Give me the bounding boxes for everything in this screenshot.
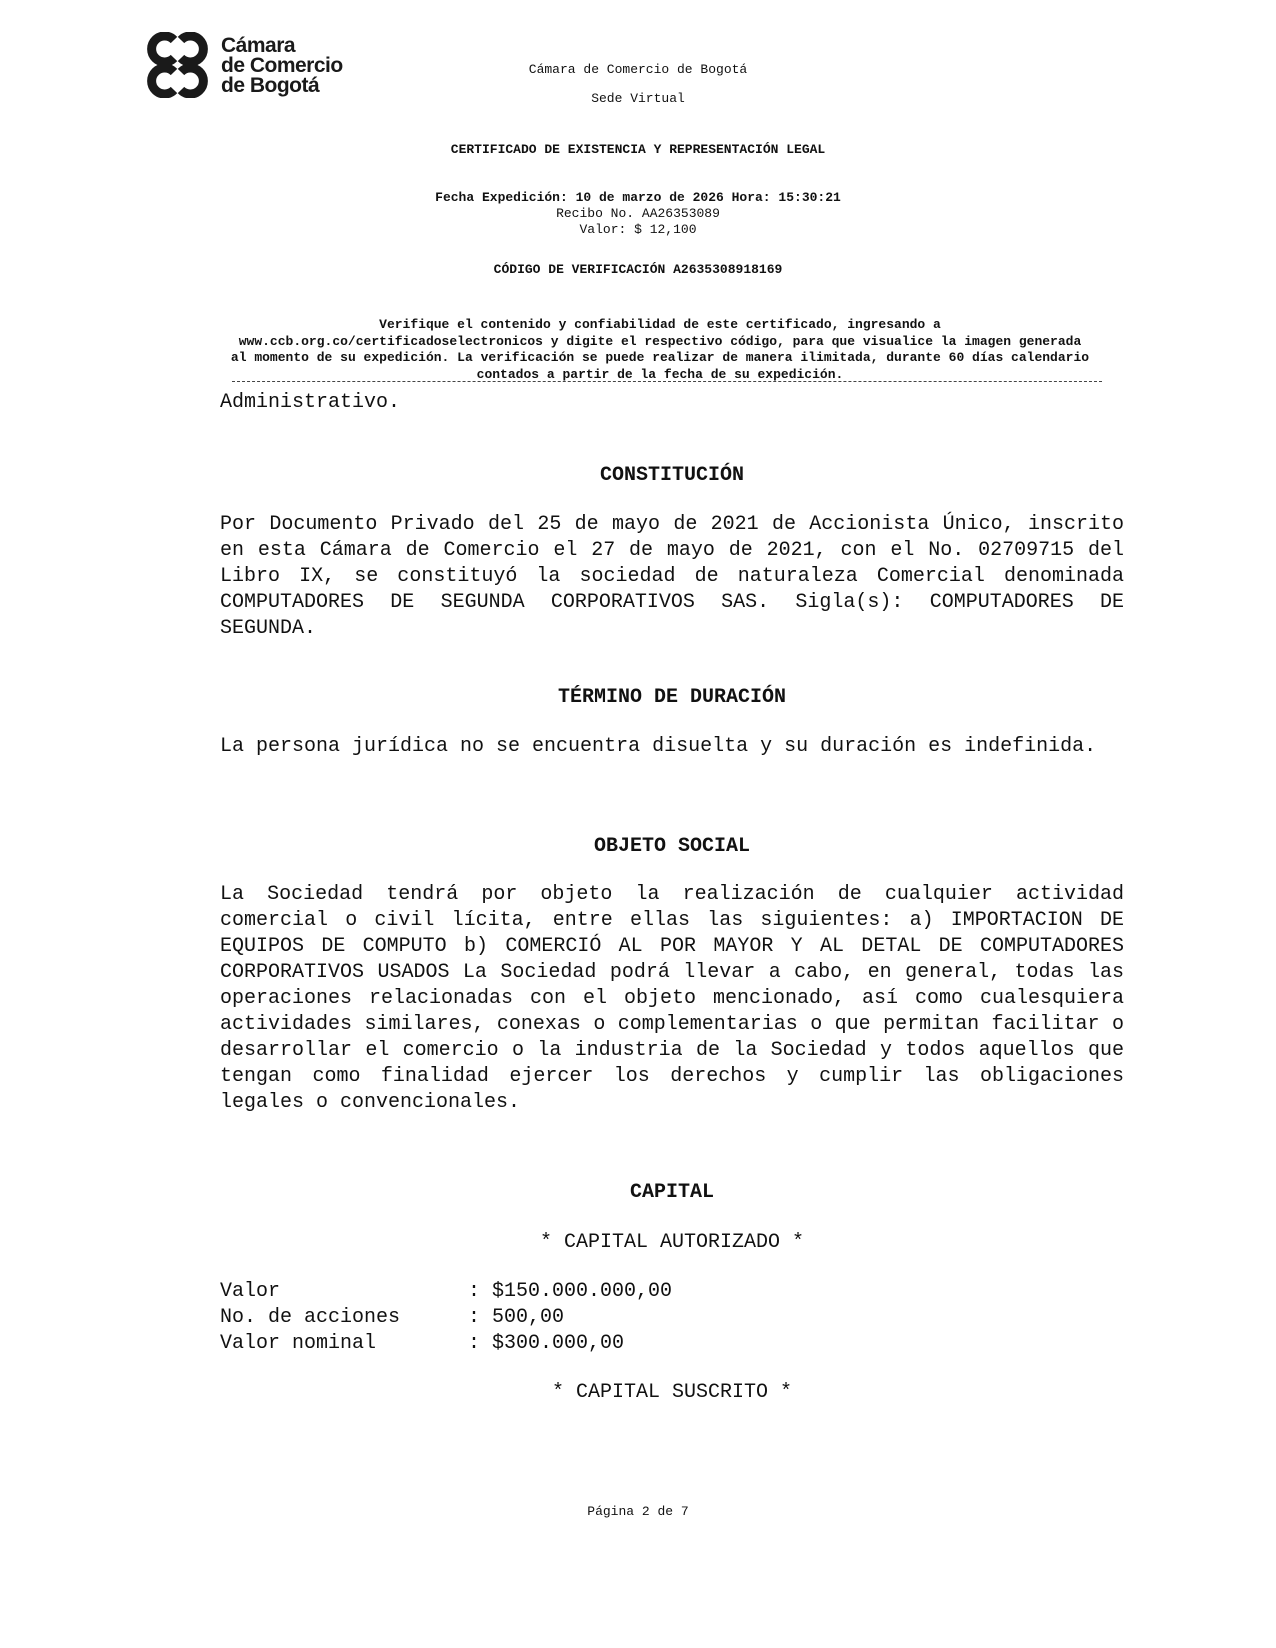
capital-label: No. de acciones [220,1306,401,1329]
capital-label: Valor [220,1280,281,1303]
verification-notice: Verifique el contenido y confiabilidad de este certificado, ingresando a www.ccb.org.co/certificadoselectronicos y digite el respectivo código, para que visualice la imagen generada al momento de su expedición. La verificación se puede realizar de manera ilimitada, durante 60 días calendario contados a partir de la fecha de su expedición. [230,317,1090,382]
verification-code: CÓDIGO DE VERIFICACIÓN A2635308918169 [493,262,783,277]
capital-suscrito-title-block [220,1380,1124,1406]
logo-line: Cámara [221,34,296,57]
certificate-title: CERTIFICADO DE EXISTENCIA Y REPRESENTACIÓN LEGAL [450,142,826,157]
sede-virtual: Sede Virtual [591,91,685,106]
header-divider [232,381,1102,382]
capital-row [220,1331,1124,1357]
section-heading: TÉRMINO DE DURACIÓN [557,686,787,709]
objeto-text-block [220,882,1124,1116]
logo-line: de Bogotá [221,74,320,97]
capital-autorizado-title: * CAPITAL AUTORIZADO * [539,1231,805,1254]
section-capital [220,1180,1124,1206]
constitucion-text: Por Documento Privado del 25 de mayo de 2021 de Accionista Único, inscrito en esta Cámara de Comercio el 27 de mayo de 2021, con el No. 02709715 del Libro IX, se constituyó la sociedad de naturaleza Comercial denominada COMPUTADORES DE SEGUNDA CORPORATIVOS SAS. Sigla(s): COMPUTADORES DE SEGUNDA. [220,513,1124,640]
capital-table [220,1279,1124,1357]
termino-text-block [220,734,1124,760]
logo-line: de Comercio [221,54,343,77]
section-objeto [220,834,1124,860]
section-heading: CONSTITUCIÓN [599,464,745,487]
section-termino [220,685,1124,711]
capital-value: : 500,00 [468,1306,565,1329]
section-heading: OBJETO SOCIAL [593,835,751,858]
objeto-text: La Sociedad tendrá por objeto la realización de cualquier actividad comercial o civil lícita, entre ellas las siguientes: a) IMPORTACION DE EQUIPOS DE COMPUTO b) COMERCIÓ AL POR MAYOR Y AL DETAL DE COMPUTADORES CORPORATIVOS USADOS La Sociedad podrá llevar a cabo, en general, todas las operaciones relacionadas con el objeto mencionado, así como cualesquiera actividades similares, conexas o complementarias o que permitan facilitar o desarrollar el comercio o la industria de la Sociedad y todos aquellos que tengan como finalidad ejercer los derechos y cumplir las obligaciones legales o convencionales. [220,883,1124,1114]
receipt-number: Recibo No. AA26353089 [556,206,720,221]
capital-suscrito-title: * CAPITAL SUSCRITO * [551,1381,793,1404]
issue-date: Fecha Expedición: 10 de marzo de 2026 Hora: 15:30:21 [435,190,841,205]
page-number: Página 2 de 7 [587,1504,689,1519]
termino-text: La persona jurídica no se encuentra disuelta y su duración es indefinida. [220,735,1097,758]
capital-value: : $300.000,00 [468,1332,625,1355]
capital-row [220,1305,1124,1331]
chamber-name: Cámara de Comercio de Bogotá [528,62,748,77]
capital-autorizado-title-block [220,1230,1124,1256]
section-constitucion [220,463,1124,489]
continuation-text: Administrativo. [220,391,401,414]
constitucion-text-block [220,512,1124,642]
capital-label: Valor nominal [220,1332,377,1355]
capital-value: : $150.000.000,00 [468,1280,673,1303]
capital-row [220,1279,1124,1305]
section-heading: CAPITAL [629,1181,714,1204]
certificate-value: Valor: $ 12,100 [579,222,697,237]
